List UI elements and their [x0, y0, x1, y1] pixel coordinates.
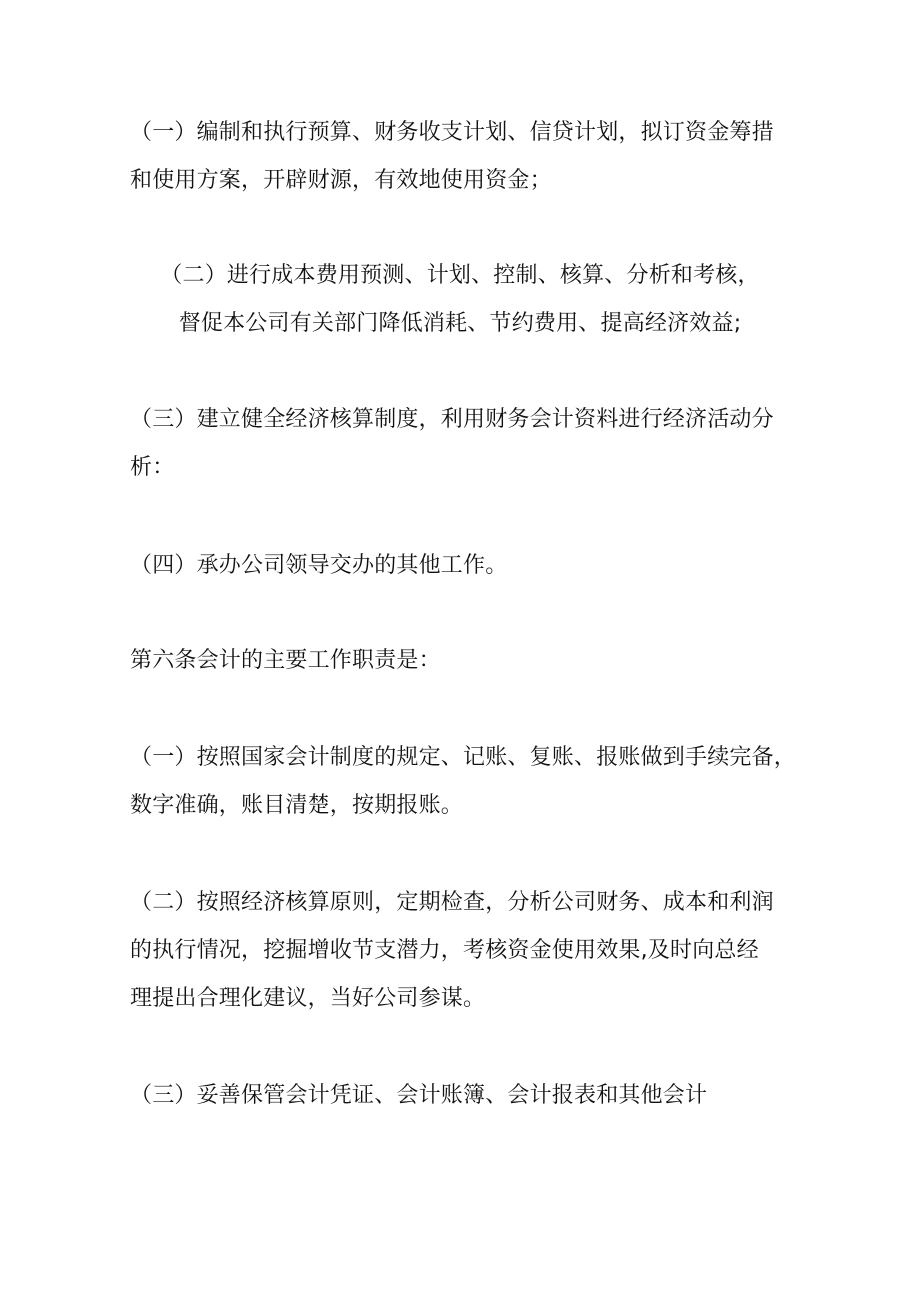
paragraph-2 [130, 252, 790, 348]
paragraph-4 [130, 542, 800, 590]
paragraph-line: （二）按照经济核算原则，定期检查，分析公司财务、成本和利润 [130, 890, 774, 915]
paragraph-line: 理提出合理化建议，当好公司参谋。 [130, 986, 486, 1011]
paragraph-line: 和使用方案，开辟财源，有效地使用资金； [130, 168, 552, 193]
paragraph-1 [130, 109, 800, 205]
paragraph-line: （一）编制和执行预算、财务收支计划、信贷计划，拟订资金筹措 [130, 120, 774, 145]
paragraph-line: （四）承办公司领导交办的其他工作。 [130, 553, 508, 578]
paragraph-line: 第六条会计的主要工作职责是： [130, 648, 441, 673]
paragraph-8 [130, 1072, 800, 1120]
paragraph-line: （三）建立健全经济核算制度，利用财务会计资料进行经济活动分 [130, 407, 774, 432]
paragraph-line: （一）按照国家会计制度的规定、记账、复账、报账做到手续完备， [130, 745, 797, 770]
paragraph-line: 的执行情况，挖掘增收节支潜力，考核资金使用效果,及时向总经 [130, 938, 759, 963]
paragraph-3 [130, 396, 800, 492]
paragraph-line: （二）进行成本费用预测、计划、控制、核算、分析和考核， [160, 263, 760, 288]
section-heading-article-6 [130, 637, 800, 685]
paragraph-line: 数字准确，账目清楚，按期报账。 [130, 793, 464, 818]
paragraph-7 [130, 879, 800, 1023]
paragraph-line: 析： [130, 455, 175, 480]
paragraph-6 [130, 734, 800, 830]
paragraph-line: 督促本公司有关部门降低消耗、节约费用、提高经济效益; [178, 311, 742, 336]
paragraph-line: （三）妥善保管会计凭证、会计账簿、会计报表和其他会计 [130, 1083, 708, 1108]
